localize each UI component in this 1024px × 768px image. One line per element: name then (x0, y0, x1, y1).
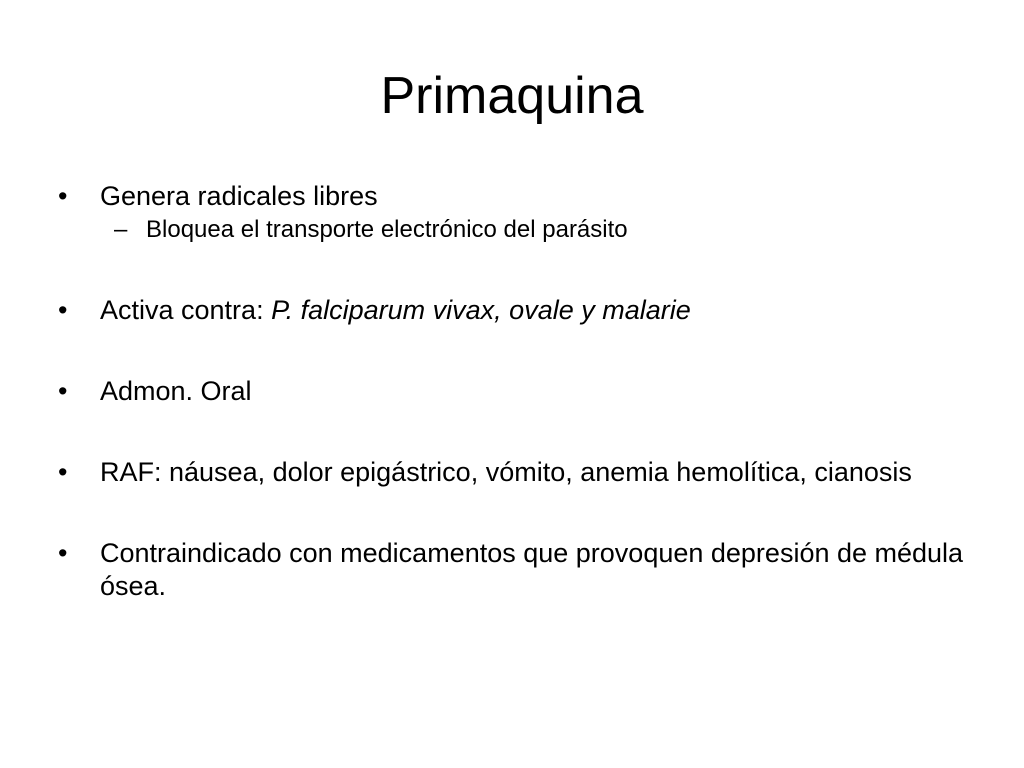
bullet-item-admon (56, 375, 976, 408)
bullet-list (56, 180, 976, 603)
sub-bullet-item-transporte (56, 213, 976, 246)
bullet-text: Genera radicales libres (100, 181, 378, 211)
spacer (56, 327, 976, 375)
bullet-icon: • (58, 538, 68, 568)
spacer (56, 408, 976, 456)
bullet-icon: • (58, 181, 68, 211)
bullet-text-species: P. falciparum vivax, ovale y malarie (271, 295, 691, 325)
bullet-text: Admon. Oral (100, 376, 252, 406)
bullet-text: RAF: náusea, dolor epigástrico, vómito, anemia hemolítica, cianosis (100, 457, 912, 487)
sub-bullet-text: Bloquea el transporte electrónico del parásito (146, 216, 628, 243)
bullet-icon: • (58, 295, 68, 325)
spacer (56, 246, 976, 294)
bullet-text: Contraindicado con medicamentos que provoquen depresión de médula ósea. (100, 538, 964, 601)
spacer (56, 489, 976, 537)
bullet-item-raf (56, 456, 976, 489)
slide-title: Primaquina (380, 67, 644, 125)
bullet-icon: • (58, 457, 68, 487)
bullet-item-activa (56, 294, 976, 327)
bullet-text-prefix: Activa contra: (100, 295, 272, 325)
bullet-item-contraindicado (56, 537, 976, 603)
bullet-item-radicales (56, 180, 976, 213)
bullet-icon: • (58, 376, 68, 406)
dash-icon: – (114, 216, 128, 243)
